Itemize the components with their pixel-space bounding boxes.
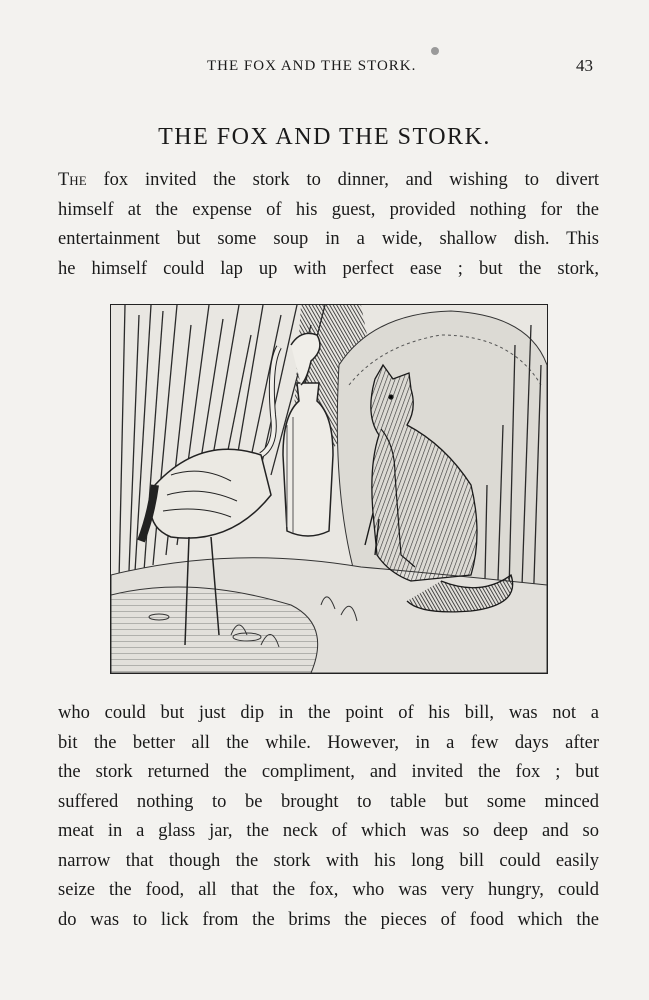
lead-word: The [58,170,87,190]
paragraph-1 [58,166,599,284]
paragraph-1-line-4: he himself could lap up with perfect ease ; but the stork, [58,258,599,279]
paragraph-2-line-6: narrow that though the stork with his long bill could easily [58,850,599,871]
running-head-title: THE FOX AND THE STORK. [207,58,417,74]
paragraph-1-line-2: himself at the expense of his guest, provided nothing for the [58,199,599,220]
paragraph-1-line-3: entertainment but some soup in a wide, shallow dish. This [58,229,599,249]
paragraph-2-line-4: suffered nothing to be brought to table but some minced [58,791,599,812]
stork-and-fox-illustration [110,304,548,674]
paragraph-2-line-3: the stork returned the compliment, and invited the fox ; but [58,762,599,782]
paragraph-2-line-5: meat in a glass jar, the neck of which was so deep and so [58,821,599,841]
paragraph-2-line-1: who could but just dip in the point of his bill, was not a [58,703,599,723]
ink-spot [431,47,439,55]
paragraph-1-line-1-text: fox invited the stork to dinner, and wishing to divert [86,170,599,190]
paragraph-2 [58,699,599,935]
paragraph-1-line-1 [58,166,599,196]
page-number: 43 [576,56,593,75]
paragraph-2-line-2: bit the better all the while. However, in a few days after [58,732,599,753]
paragraph-2-line-7: seize the food, all that the fox, who was very hungry, could [58,880,599,900]
chapter-title: THE FOX AND THE STORK. [158,124,491,150]
engraving-svg [111,305,547,673]
paragraph-2-line-8: do was to lick from the brims the pieces of food which the [58,909,599,930]
